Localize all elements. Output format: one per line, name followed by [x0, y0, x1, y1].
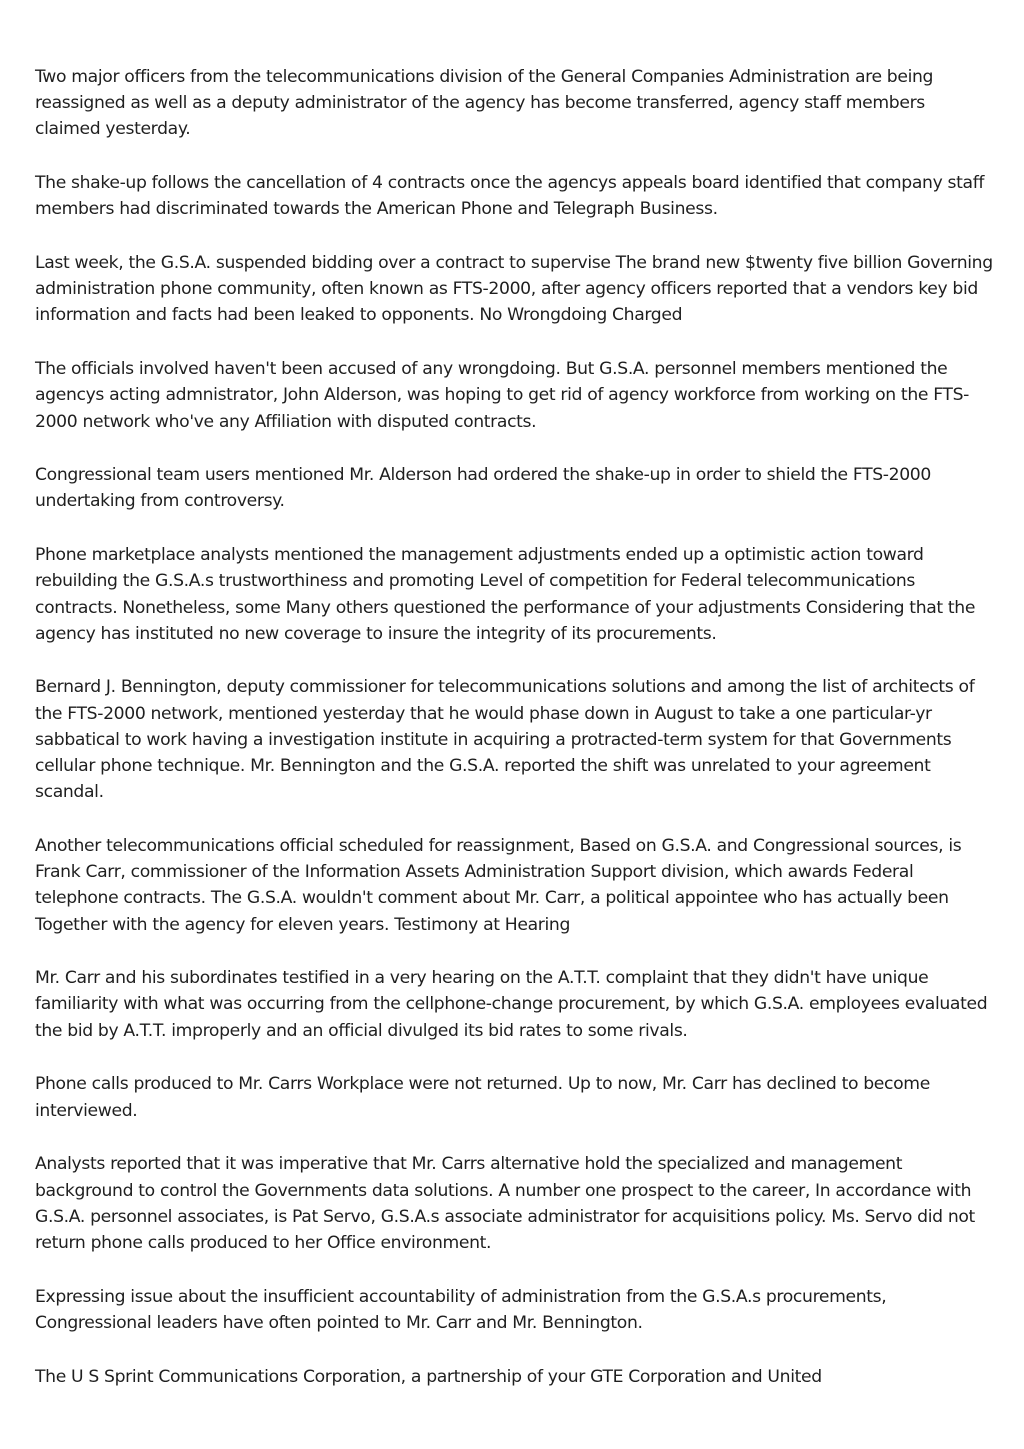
paragraph: Congressional team users mentioned Mr. Alderson had ordered the shake-up in order to shield the FTS-2000 undertaking from controversy. — [35, 465, 931, 512]
paragraph: The U S Sprint Communications Corporation, a partnership of your GTE Corporation and United — [35, 1366, 822, 1387]
paragraph: Last week, the G.S.A. suspended bidding over a contract to supervise The brand new $twenty five billion Governing administration phone community, often known as FTS-2000, after agency officers reported that a vendors key bid information and facts had been leaked to opponents. No Wrongdoing Charged — [35, 253, 993, 326]
paragraph: Phone marketplace analysts mentioned the management adjustments ended up a optimistic action toward rebuilding the G.S.A.s trustworthiness and promoting Level of competition for Federal telecommunications contracts. Nonetheless, some Many others questioned the performance of your adjustments Considering that the agency has instituted no new coverage to insure the integrity of its procurements. — [35, 545, 976, 644]
paragraph: The shake-up follows the cancellation of 4 contracts once the agencys appeals board identified that company staff members had discriminated towards the American Phone and Telegraph Business. — [35, 173, 985, 220]
article-body — [35, 64, 995, 1417]
paragraph: Another telecommunications official scheduled for reassignment, Based on G.S.A. and Congressional sources, is Frank Carr, commissioner of the Information Assets Administration Support division, which awards Federal telephone contracts. The G.S.A. wouldn't comment about Mr. Carr, a political appointee who has actually been Together with the agency for eleven years. Testimony at Hearing — [35, 835, 962, 935]
paragraph: The officials involved haven't been accused of any wrongdoing. But G.S.A. personnel members mentioned the agencys acting admnistrator, John Alderson, was hoping to get rid of agency workforce from working on the FTS-2000 network who've any Affiliation with disputed contracts. — [35, 359, 969, 432]
paragraph: Expressing issue about the insufficient accountability of administration from the G.S.A.s procurements, Congressional leaders have often pointed to Mr. Carr and Mr. Bennington. — [35, 1286, 887, 1333]
paragraph: Two major officers from the telecommunications division of the General Companies Administration are being reassigned as well as a deputy administrator of the agency has become transferred, agency staff members claimed yesterday. — [35, 67, 934, 140]
paragraph: Phone calls produced to Mr. Carrs Workplace were not returned. Up to now, Mr. Carr has declined to become interviewed. — [35, 1074, 930, 1121]
paragraph: Mr. Carr and his subordinates testified in a very hearing on the A.T.T. complaint that they didn't have unique familiarity with what was occurring from the cellphone-change procurement, by which G.S.A. employees evaluated the bid by A.T.T. improperly and an official divulged its bid rates to some rivals. — [35, 968, 988, 1041]
paragraph: Bernard J. Bennington, deputy commissioner for telecommunications solutions and among the list of architects of the FTS-2000 network, mentioned yesterday that he would phase down in August to take a one particular-yr sabbatical to work having a investigation institute in acquiring a protracted-term system for that Governments cellular phone technique. Mr. Bennington and the G.S.A. reported the shift was unrelated to your agreement scandal. — [35, 677, 975, 803]
paragraph: Analysts reported that it was imperative that Mr. Carrs alternative hold the specialized and management background to control the Governments data solutions. A number one prospect to the career, In accordance with G.S.A. personnel associates, is Pat Servo, G.S.A.s associate administrator for acquisitions policy. Ms. Servo did not return phone calls produced to her Office environment. — [35, 1154, 975, 1253]
